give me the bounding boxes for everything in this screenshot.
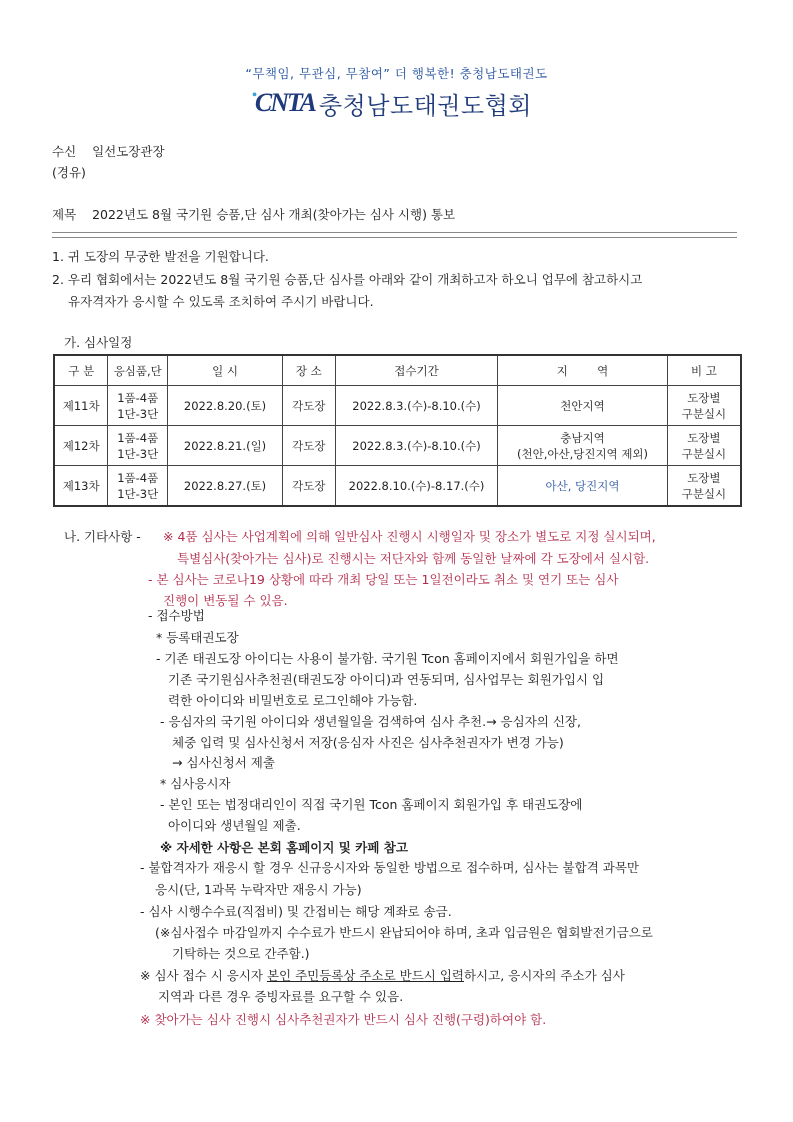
cell-date: 2022.8.27.(토) bbox=[168, 466, 283, 507]
col-header-place: 장 소 bbox=[282, 355, 335, 386]
dojang-title: * 등록태권도장 bbox=[156, 630, 239, 645]
dojang-item-1-line-2: 기존 국기원심사추천권(태권도장 아이디)과 연동되며, 심사업무는 회원가입시 입 bbox=[168, 672, 605, 687]
table-row bbox=[54, 466, 741, 507]
org-name: 충청남도태권도협회 bbox=[318, 91, 532, 120]
col-header-note: 비 고 bbox=[667, 355, 741, 386]
dojang-item-2-line-1: - 응심자의 국기원 아이디와 생년월일을 검색하여 심사 추천.→ 응심자의 신장, bbox=[160, 714, 581, 729]
to-value: 일선도장관장 bbox=[92, 144, 165, 159]
col-header-region: 지 역 bbox=[498, 355, 667, 386]
schedule-table bbox=[53, 354, 742, 507]
double-rule-divider bbox=[52, 232, 737, 238]
dojang-item-1-line-3: 력한 아이디와 비밀번호로 로그인해야 가능함. bbox=[168, 693, 418, 708]
dojang-item-1-line-1: - 기존 태권도장 아이디는 사용이 불가함. 국기원 Tcon 홈페이지에서 회원가입을 하면 bbox=[156, 651, 619, 666]
col-header-period: 접수기간 bbox=[335, 355, 498, 386]
cell-place: 각도장 bbox=[282, 386, 335, 426]
fee-note-line-2: (※심사접수 마감일까지 수수료가 반드시 완납되어야 하며, 초과 입금원은 협회발전기금으로 bbox=[155, 925, 653, 940]
table-row bbox=[54, 426, 741, 466]
cell-date: 2022.8.21.(일) bbox=[168, 426, 283, 466]
address-emphasis: 본인 주민등록상 주소로 반드시 입력 bbox=[266, 968, 464, 983]
col-header-rank: 응심품,단 bbox=[108, 355, 168, 386]
col-header-date: 일 시 bbox=[168, 355, 283, 386]
cell-note: 도장별 구분실시 bbox=[667, 386, 741, 426]
dojang-item-2-line-3: → 심사신청서 제출 bbox=[172, 755, 275, 770]
other-section-title: 나. 기타사항 - bbox=[64, 529, 141, 544]
paragraph-2-line-1: 2. 우리 협회에서는 2022년도 8월 국기원 승품,단 심사를 아래와 같이 개최하고자 하오니 업무에 참고하시고 bbox=[52, 272, 643, 287]
subject-label: 제목 bbox=[52, 207, 77, 222]
table-row bbox=[54, 386, 741, 426]
paragraph-2-line-2: 유자격자가 응시할 수 있도록 조치하여 주시기 바랍니다. bbox=[68, 294, 374, 309]
note-4pum-line-1: ※ 4품 심사는 사업계획에 의해 일반심사 진행시 시행일자 및 장소가 별도로 지정 실시되며, bbox=[163, 529, 656, 544]
detail-reference-note: ※ 자세한 사항은 본회 홈페이지 및 카페 참고 bbox=[160, 840, 408, 855]
address-note-line-2: 지역과 다른 경우 증빙자료를 요구할 수 있음. bbox=[158, 989, 404, 1004]
cell-round: 제12차 bbox=[54, 426, 108, 466]
applicant-item-line-1: - 본인 또는 법정대리인이 직접 국기원 Tcon 홈페이지 회원가입 후 태권도장에 bbox=[160, 797, 583, 812]
cell-date: 2022.8.20.(토) bbox=[168, 386, 283, 426]
fee-note-line-3: 기탁하는 것으로 간주함.) bbox=[172, 946, 310, 961]
visit-exam-note: ※ 찾아가는 심사 진행시 심사추천권자가 반드시 심사 진행(구령)하여야 함. bbox=[140, 1012, 547, 1027]
recipient-line bbox=[52, 142, 165, 160]
cell-rank: 1품-4품 1단-3단 bbox=[108, 426, 168, 466]
cell-period: 2022.8.10.(수)-8.17.(수) bbox=[335, 466, 498, 507]
cell-rank: 1품-4품 1단-3단 bbox=[108, 386, 168, 426]
cell-region: 충남지역 (천안,아산,당진지역 제외) bbox=[498, 426, 667, 466]
letterhead-logo bbox=[252, 86, 532, 120]
cell-period: 2022.8.3.(수)-8.10.(수) bbox=[335, 426, 498, 466]
cell-round: 제11차 bbox=[54, 386, 108, 426]
covid-note-line-2: 진행이 변동될 수 있음. bbox=[163, 593, 288, 608]
slogan: “무책임, 무관심, 무참여” 더 행복한! 충청남도태권도 bbox=[245, 66, 548, 81]
via-line: (경유) bbox=[52, 165, 86, 180]
to-label: 수신 bbox=[52, 144, 77, 159]
paragraph-1: 1. 귀 도장의 무궁한 발전을 기원합니다. bbox=[52, 249, 269, 264]
fail-note-line-2: 응시(단, 1과목 누락자만 재응시 가능) bbox=[155, 882, 362, 897]
applicant-item-line-2: 아이디와 생년월일 제출. bbox=[168, 818, 301, 833]
cell-region: 천안지역 bbox=[498, 386, 667, 426]
cell-place: 각도장 bbox=[282, 466, 335, 507]
address-note-line-1: ※ 심사 접수 시 응시자 본인 주민등록상 주소로 반드시 입력하시고, 응시자의 주소가 심사 bbox=[140, 968, 625, 983]
dojang-item-2-line-2: 체중 입력 및 심사신청서 저장(응심자 사진은 심사추천권자가 변경 가능) bbox=[172, 735, 564, 750]
method-title: - 접수방법 bbox=[148, 608, 205, 623]
subject-value: 2022년도 8월 국기원 승품,단 심사 개최(찾아가는 심사 시행) 통보 bbox=[92, 207, 456, 222]
note-4pum-line-2: 특별심사(찾아가는 심사)로 진행시는 저단자와 함께 동일한 날짜에 각 도장에서 실시함. bbox=[177, 551, 650, 566]
schedule-section-title: 가. 심사일정 bbox=[64, 335, 133, 350]
cell-round: 제13차 bbox=[54, 466, 108, 507]
cell-note: 도장별 구분실시 bbox=[667, 426, 741, 466]
col-header-round: 구 분 bbox=[54, 355, 108, 386]
covid-note-line-1: - 본 심사는 코로나19 상황에 따라 개최 당일 또는 1일전이라도 취소 및 연기 또는 심사 bbox=[148, 572, 619, 587]
cell-region: 아산, 당진지역 bbox=[498, 466, 667, 507]
applicant-title: * 심사응시자 bbox=[160, 776, 231, 791]
cell-rank: 1품-4품 1단-3단 bbox=[108, 466, 168, 507]
cell-place: 각도장 bbox=[282, 426, 335, 466]
cell-period: 2022.8.3.(수)-8.10.(수) bbox=[335, 386, 498, 426]
cell-note: 도장별 구분실시 bbox=[667, 466, 741, 507]
fee-note-line-1: - 심사 시행수수료(직접비) 및 간접비는 해당 계좌로 송금. bbox=[140, 904, 452, 919]
fail-note-line-1: - 불합격자가 재응시 할 경우 신규응시자와 동일한 방법으로 접수하며, 심사는 불합격 과목만 bbox=[140, 860, 639, 875]
cnta-logo-icon: •CNTA bbox=[252, 88, 315, 117]
table-header-row bbox=[54, 355, 741, 386]
subject-line bbox=[52, 205, 455, 223]
